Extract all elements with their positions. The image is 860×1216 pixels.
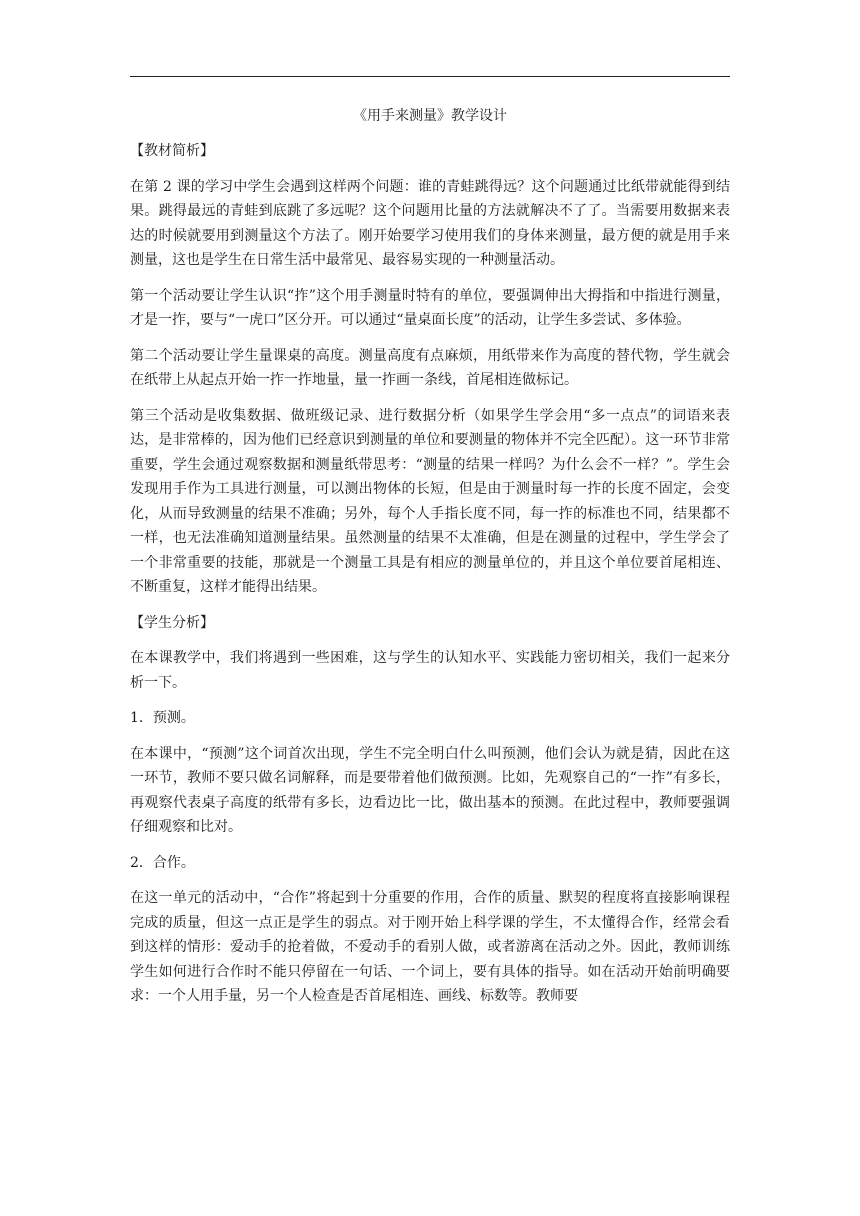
paragraph: 在第 2 课的学习中学生会遇到这样两个问题：谁的青蛙跳得远？这个问题通过比纸带就能得到结果。跳得最远的青蛙到底跳了多远呢？这个问题用比量的方法就解决不了了。当需要用数据来表达的时候就要用到测量这个方法了。刚开始要学习使用我们的身体来测量，最方便的就是用手来测量，这也是学生在日常生活中最常见、最容易实现的一种测量活动。 xyxy=(130,178,730,268)
paragraph: 第二个活动要让学生量课桌的高度。测量高度有点麻烦，用纸带来作为高度的替代物，学生就会在纸带上从起点开始一拃一拃地量，量一拃画一条线，首尾相连做标记。 xyxy=(130,347,730,388)
paragraph: 在本课中，“预测”这个词首次出现，学生不完全明白什么叫预测，他们会认为就是猜，因此在这一环节，教师不要只做名词解释，而是要带着他们做预测。比如，先观察自己的“一拃”有多长，再观察代表桌子高度的纸带有多长，边看边比一比，做出基本的预测。在此过程中，教师要强调仔细观察和比对。 xyxy=(130,745,730,835)
section-heading: 【学生分析】 xyxy=(130,614,214,631)
item-heading: 2．合作。 xyxy=(130,854,195,871)
paragraph: 在这一单元的活动中，“合作”将起到十分重要的作用，合作的质量、默契的程度将直接影响课程完成的质量，但这一点正是学生的弱点。对于刚开始上科学课的学生，不太懂得合作，经常会看到这样的情形：爱动手的抢着做，不爱动手的看别人做，或者游离在活动之外。因此，教师训练学生如何进行合作时不能只停留在一句话、一个词上，要有具体的指导。如在活动开始前明确要求：一个人用手量，另一个人检查是否首尾相连、画线、标数等。教师要 xyxy=(130,890,730,1004)
paragraph: 第一个活动要让学生认识“拃”这个用手测量时特有的单位，要强调伸出大拇指和中指进行测量，才是一拃，要与“一虎口”区分开。可以通过“量桌面长度”的活动，让学生多尝试、多体验。 xyxy=(130,287,730,328)
section-student-analysis xyxy=(130,611,730,1009)
header-rule xyxy=(130,76,730,77)
section-heading: 【教材简析】 xyxy=(130,143,214,159)
section-textbook-analysis xyxy=(130,139,730,600)
paragraph: 在本课教学中，我们将遇到一些困难，这与学生的认知水平、实践能力密切相关，我们一起来分析一下。 xyxy=(130,650,730,691)
item-heading: 1．预测。 xyxy=(130,710,195,726)
document-body xyxy=(130,104,730,1020)
document-title: 《用手来测量》教学设计 xyxy=(353,108,507,124)
paragraph: 第三个活动是收集数据、做班级记录、进行数据分析（如果学生学会用“多一点点”的词语来表达，是非常棒的，因为他们已经意识到测量的单位和要测量的物体并不完全匹配）。这一环节非常重要，学生会通过观察数据和测量纸带思考：“测量的结果一样吗？为什么会不一样？”。学生会发现用手作为工具进行测量，可以测出物体的长短，但是由于测量时每一拃的长度不固定，会变化，从而导致测量的结果不准确；另外，每个人手指长度不同，每一拃的标准也不同，结果都不一样，也无法准确知道测量结果。虽然测量的结果不太准确，但是在测量的过程中，学生学会了一个非常重要的技能，那就是一个测量工具是有相应的测量单位的，并且这个单位要首尾相连、不断重复，这样才能得出结果。 xyxy=(130,407,730,595)
